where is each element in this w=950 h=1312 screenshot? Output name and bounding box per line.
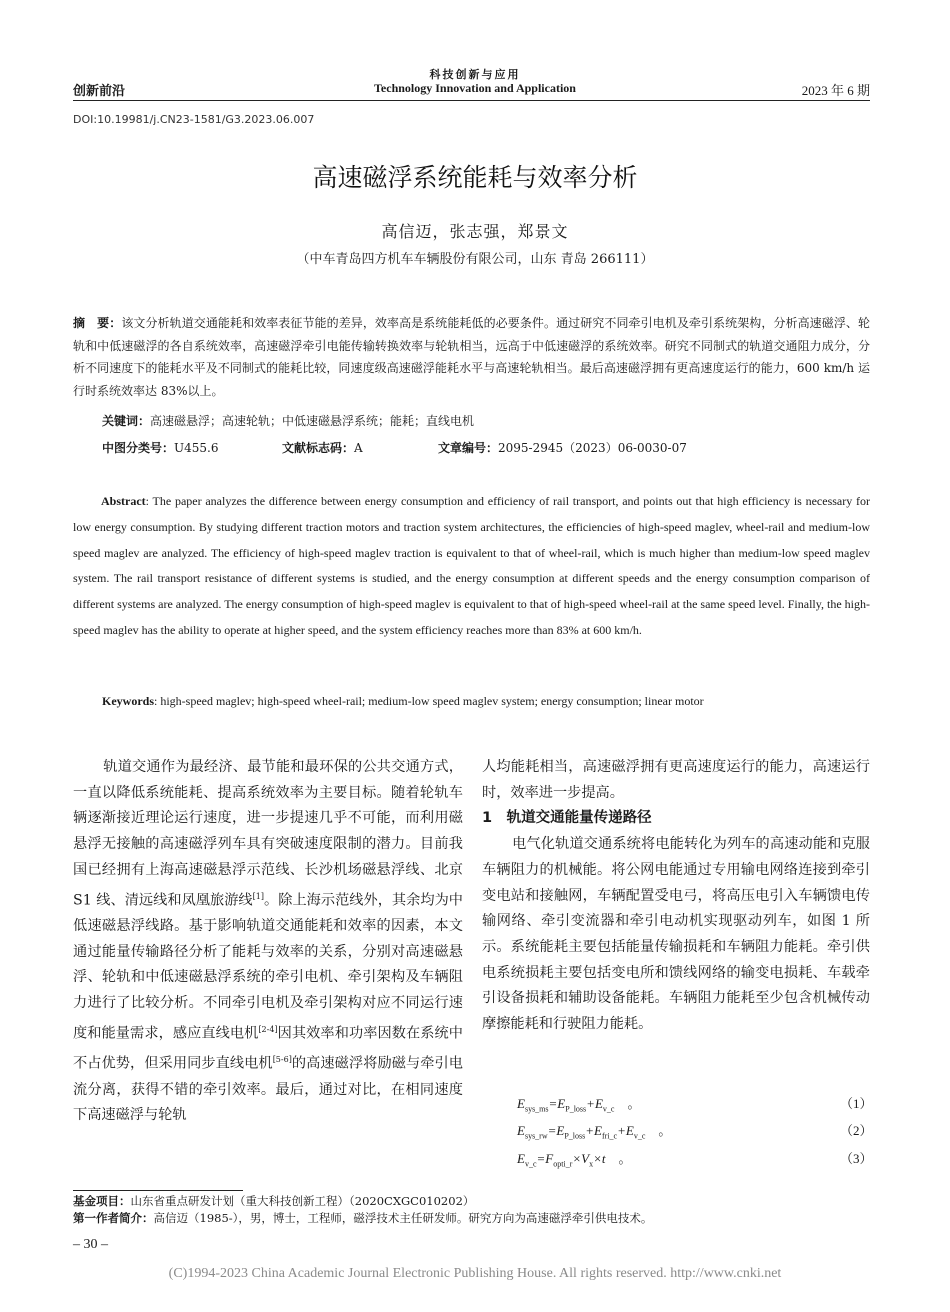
intro-continuation: 人均能耗相当，高速磁浮拥有更高速度运行的能力，高速运行时，效率进一步提高。: [482, 759, 870, 801]
body-left-column: 轨道交通作为最经济、最节能和最环保的公共交通方式，一直以降低系统能耗、提高系统效率为主要目标。随着轮轨车辆逐渐接近理论运行速度，进一步提速几乎不可能，而利用磁悬浮无接触的高速磁浮列车具有突破速度限制的潜力。目前我国已经拥有上海高速磁悬浮示范线、长沙机场磁悬浮线、北京 S1 线、清远线和凤凰旅游线[1]。除上海示范线外，其余均为中低速磁悬浮线路。基于影响轨道交通能耗和效率的因素，本文通过能量传输路径分析了能耗与效率的关系，分别对高速磁悬浮、轮轨和中低速磁悬浮系统的牵引电机、牵引架构及车辆阻力进行了比较分析。不同牵引电机及牵引架构对应不同运行速度和能量需求，感应直线电机[2-4]因其效率和功率因数在系统中不占优势，但采用同步直线电机[5-6]的高速磁浮将励磁与牵引电流分离，获得不错的牵引效率。最后，通过对比，在相同速度下高速磁浮与轮轨: [73, 759, 463, 1124]
equation-2-number: （2）: [840, 1123, 873, 1138]
en-keywords-label: Keywords: [102, 694, 154, 708]
en-abstract-text: : The paper analyzes the difference between energy consumption and efficiency of rail transport, and points out that high efficiency is necessary for low energy consumption. By studying different traction motors and traction system architectures, the efficiencies of high-speed maglev, wheel-rail and medium-low speed maglev are analyzed. The efficiency of high-speed maglev traction is equivalent to that of wheel-rail, which is much higher than medium-low speed maglev system. The rail transport resistance of different systems is studied, and the energy consumption at different speeds and the energy consumption comparison of different systems are analyzed. The energy consumption of high-speed maglev is equivalent to that of high-speed wheel-rail at the same speed level. Finally, the high-speed maglev has the ability to operate at higher speed, and the system efficiency reaches more than 83% at 600 km/h.: [73, 494, 870, 637]
section-1-paragraph: 电气化轨道交通系统将电能转化为列车的高速动能和克服车辆阻力的机械能。将公网电能通过专用输电网络连接到牵引变电站和接触网，车辆配置受电弓，将高压电引入车辆馈电传输网络、牵引变流器和牵引电动机实现驱动列车，如图 1 所示。系统能耗主要包括能量传输损耗和车辆阻力能耗。牵引供电系统损耗主要包括变电所和馈线网络的输变电损耗、车载牵引设备损耗和辅助设备能耗。车辆阻力能耗至少包含机械传动摩擦能耗和行驶阻力能耗。: [482, 836, 870, 1033]
cn-abstract-label: 摘 要：: [73, 316, 122, 330]
body-right-column: [482, 755, 870, 1038]
en-abstract-label: Abstract: [101, 494, 146, 508]
section-label: 创新前沿: [73, 84, 126, 99]
citation-1: [1]: [252, 891, 264, 901]
cn-keywords: [102, 412, 474, 429]
page-number: – 30 –: [73, 1237, 108, 1252]
en-keywords: [102, 694, 704, 709]
journal-title-en: Technology Innovation and Application: [374, 81, 576, 95]
section-heading-1: 1 轨道交通能量传递路径: [482, 810, 652, 827]
doi: DOI:10.19981/j.CN23-1581/G3.2023.06.007: [73, 113, 315, 126]
equation-1-number: （1）: [840, 1096, 873, 1111]
cn-keywords-label: 关键词：: [102, 414, 151, 428]
doc-code: 文献标志码：A: [282, 441, 363, 455]
author-footnote: 第一作者简介：高信迈（1985-），男，博士，工程师，磁浮技术主任研发师。研究方向为高速磁浮牵引供电技术。: [73, 1211, 653, 1225]
paper-title: 高速磁浮系统能耗与效率分析: [312, 163, 638, 192]
affiliation: （中车青岛四方机车车辆股份有限公司，山东 青岛 266111）: [296, 252, 654, 267]
journal-title-cn: 科技创新与应用: [429, 68, 521, 81]
authors: 高信迈，张志强，郑景文: [381, 222, 569, 241]
article-number: 文章编号：2095-2945（2023）06-0030-07: [438, 441, 687, 455]
equation-3-number: （3）: [840, 1151, 873, 1166]
en-keywords-text: : high-speed maglev; high-speed wheel-rail; medium-low speed maglev system; energy consumption; linear motor: [154, 694, 704, 708]
clc-code: 中图分类号：U455.6: [102, 441, 219, 455]
citation-2: [2-4]: [258, 1024, 278, 1034]
issue-label: 2023 年 6 期: [801, 83, 870, 98]
cn-abstract-text: 该文分析轨道交通能耗和效率表征节能的差异，效率高是系统能耗低的必要条件。通过研究不同牵引电机及牵引系统架构，分析高速磁浮、轮轨和中低速磁浮的各自系统效率，高速磁浮牵引电能传输转换效率与轮轨相当，远高于中低速磁浮的系统效率。研究不同制式的轨道交通阻力成分，分析不同速度下的能耗水平及不同制式的能耗比较，同速度级高速磁浮能耗水平与高速轮轨相当。最后高速磁浮拥有更高速度运行的能力，600 km/h 运行时系统效率达 83%以上。: [73, 316, 870, 399]
cn-keywords-text: 高速磁悬浮；高速轮轨；中低速磁悬浮系统；能耗；直线电机: [150, 414, 475, 428]
citation-3: [5-6]: [272, 1055, 292, 1065]
copyright-notice: (C)1994-2023 China Academic Journal Electronic Publishing House. All rights reserved. http://www.cnki.net: [168, 1266, 782, 1281]
intro-paragraph: 轨道交通作为最经济、最节能和最环保的公共交通方式，一直以降低系统能耗、提高系统效率为主要目标。随着轮轨车辆逐渐接近理论运行速度，进一步提速几乎不可能，而利用磁悬浮无接触的高速磁浮列车具有突破速度限制的潜力。目前我国已经拥有上海高速磁悬浮示范线、长沙机场磁悬浮线、北京 S1 线、清远线和凤凰旅游线: [73, 759, 463, 909]
en-abstract: [73, 489, 870, 644]
funding-footnote: 基金项目：山东省重点研发计划（重大科技创新工程）（2020CXGC010202）: [73, 1194, 475, 1208]
cn-abstract: [73, 312, 870, 403]
footnote-rule: [73, 1190, 243, 1191]
header-rule: [73, 100, 870, 101]
